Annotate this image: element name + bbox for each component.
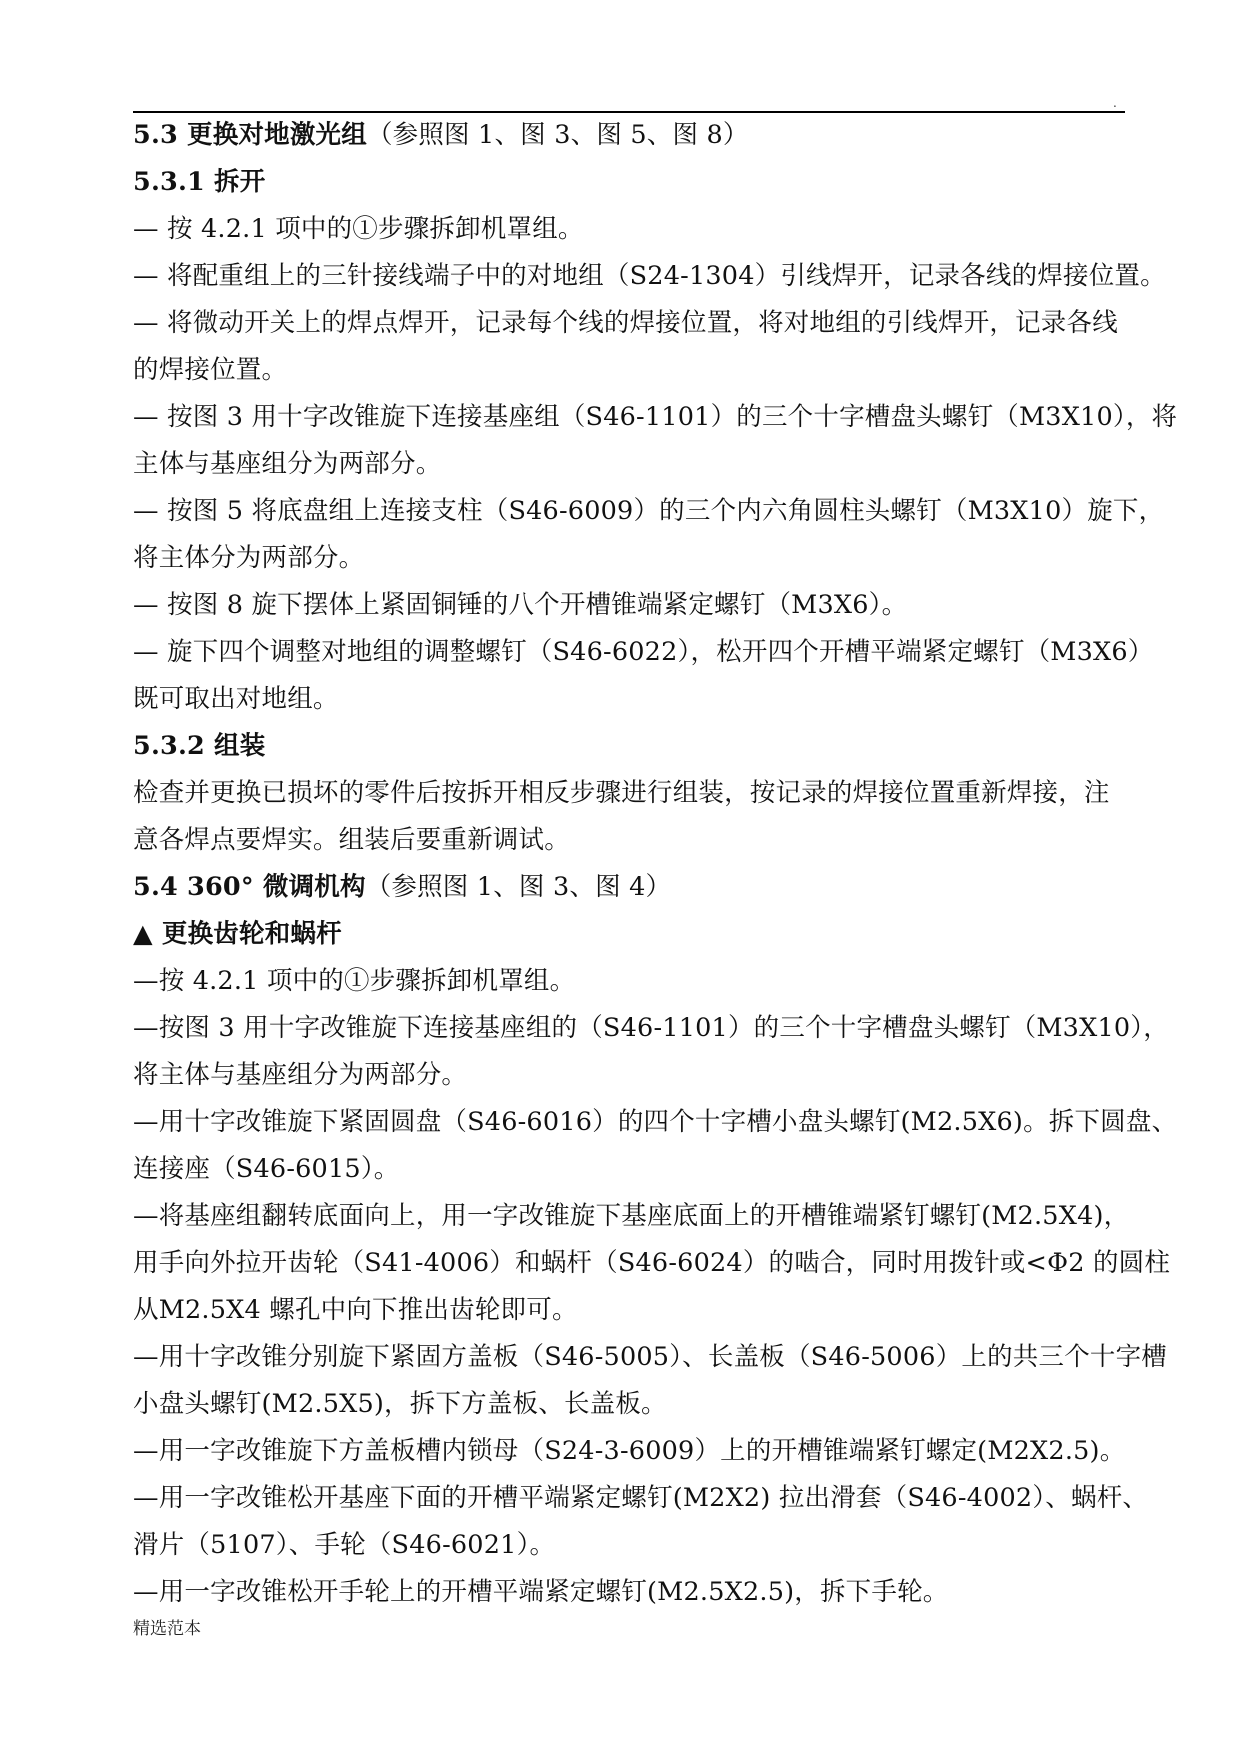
paragraph-line (133, 1240, 1171, 1287)
line-text: —用一字改锥旋下方盖板槽内锁母（S24-3-6009）上的开槽锥端紧钉螺定(M2X2.5)。 (133, 1436, 1126, 1466)
heading-text: ▲ 更换齿轮和蜗杆 (133, 919, 342, 949)
line-text: 将主体与基座组分为两部分。 (133, 1060, 468, 1090)
document-body (133, 112, 1178, 1616)
line-text: —用一字改锥松开手轮上的开槽平端紧定螺钉(M2.5X2.5)，拆下手轮。 (133, 1577, 949, 1607)
paragraph-line (133, 958, 1125, 1005)
paragraph-line (133, 1146, 1125, 1193)
paragraph-line (133, 300, 1125, 347)
line-text: —用十字改锥分别旋下紧固方盖板（S46-5005）、长盖板（S46-5006）上的共三个十字槽 (133, 1342, 1168, 1372)
heading-reference: （参照图 1、图 3、图 4） (365, 872, 672, 902)
paragraph-line (133, 1428, 1125, 1475)
line-text: —用十字改锥旋下紧固圆盘（S46-6016）的四个十字槽小盘头螺钉(M2.5X6)。拆下圆盘、 (133, 1107, 1178, 1137)
paragraph-line (133, 394, 1178, 441)
line-text: —用一字改锥松开基座下面的开槽平端紧定螺钉(M2X2) 拉出滑套（S46-4002）、蜗杆、 (133, 1483, 1149, 1513)
section-heading (133, 723, 1125, 770)
line-text: 滑片（5107）、手轮（S46-6021）。 (133, 1530, 556, 1560)
line-text: 小盘头螺钉(M2.5X5)，拆下方盖板、长盖板。 (133, 1389, 667, 1419)
paragraph-line (133, 1522, 1125, 1569)
line-text: —按图 3 用十字改锥旋下连接基座组的（S46-1101）的三个十字槽盘头螺钉（M3X10）， (133, 1013, 1169, 1043)
section-heading (133, 159, 1125, 206)
section-heading (133, 864, 1125, 911)
line-text: 主体与基座组分为两部分。 (133, 449, 442, 479)
section-heading (133, 112, 1125, 159)
paragraph-line (133, 1381, 1125, 1428)
paragraph-line (133, 770, 1125, 817)
paragraph-line (133, 629, 1154, 676)
paragraph-line (133, 817, 1125, 864)
paragraph-line (133, 206, 1125, 253)
line-text: —将基座组翻转底面向上，用一字改锥旋下基座底面上的开槽锥端紧钉螺钉(M2.5X4)， (133, 1201, 1130, 1231)
line-text: 的焊接位置。 (133, 355, 288, 385)
line-text: —按 4.2.1 项中的①步骤拆卸机罩组。 (133, 966, 576, 996)
paragraph-line (133, 347, 1125, 394)
paragraph-line (133, 1005, 1169, 1052)
heading-text: 5.3 更换对地激光组 (133, 120, 367, 150)
line-text: 意各焊点要焊实。组装后要重新调试。 (133, 825, 570, 855)
paragraph-line (133, 535, 1125, 582)
line-text: 既可取出对地组。 (133, 684, 339, 714)
line-text: — 旋下四个调整对地组的调整螺钉（S46-6022），松开四个开槽平端紧定螺钉（M3X6） (133, 637, 1154, 667)
line-text: — 按图 3 用十字改锥旋下连接基座组（S46-1101）的三个十字槽盘头螺钉（M3X10），将 (133, 402, 1178, 432)
line-text: 连接座（S46-6015）。 (133, 1154, 400, 1184)
heading-reference: （参照图 1、图 3、图 5、图 8） (366, 120, 749, 150)
paragraph-line (133, 1099, 1178, 1146)
line-text: 用手向外拉开齿轮（S41-4006）和蜗杆（S46-6024）的啮合，同时用拨针或<Φ2 的圆柱 (133, 1248, 1171, 1278)
paragraph-line (133, 1193, 1130, 1240)
line-text: 将主体分为两部分。 (133, 543, 365, 573)
line-text: — 按 4.2.1 项中的①步骤拆卸机罩组。 (133, 214, 584, 244)
paragraph-line (133, 488, 1165, 535)
paragraph-line (133, 253, 1166, 300)
line-text: — 将配重组上的三针接线端子中的对地组（S24-1304）引线焊开，记录各线的焊接位置。 (133, 261, 1166, 291)
heading-text: 5.4 360° 微调机构 (133, 872, 366, 902)
line-text: — 按图 8 旋下摆体上紧固铜锤的八个开槽锥端紧定螺钉（M3X6）。 (133, 590, 908, 620)
page-footer: 精选范本 (133, 1619, 201, 1639)
paragraph-line (133, 582, 1125, 629)
paragraph-line (133, 1569, 1125, 1616)
paragraph-line (133, 1052, 1125, 1099)
line-text: — 将微动开关上的焊点焊开，记录每个线的焊接位置，将对地组的引线焊开，记录各线 (133, 308, 1118, 338)
paragraph-line (133, 1287, 1125, 1334)
header-mark: . (1113, 96, 1117, 110)
heading-text: 5.3.2 组装 (133, 731, 266, 761)
paragraph-line (133, 676, 1125, 723)
heading-text: 5.3.1 拆开 (133, 167, 266, 197)
line-text: 从M2.5X4 螺孔中向下推出齿轮即可。 (133, 1295, 578, 1325)
line-text: 检查并更换已损坏的零件后按拆开相反步骤进行组装，按记录的焊接位置重新焊接，注 (133, 778, 1110, 808)
paragraph-line (133, 441, 1125, 488)
paragraph-line (133, 1475, 1149, 1522)
line-text: — 按图 5 将底盘组上连接支柱（S46-6009）的三个内六角圆柱头螺钉（M3X10）旋下， (133, 496, 1165, 526)
paragraph-line (133, 1334, 1168, 1381)
section-heading (133, 911, 1125, 958)
